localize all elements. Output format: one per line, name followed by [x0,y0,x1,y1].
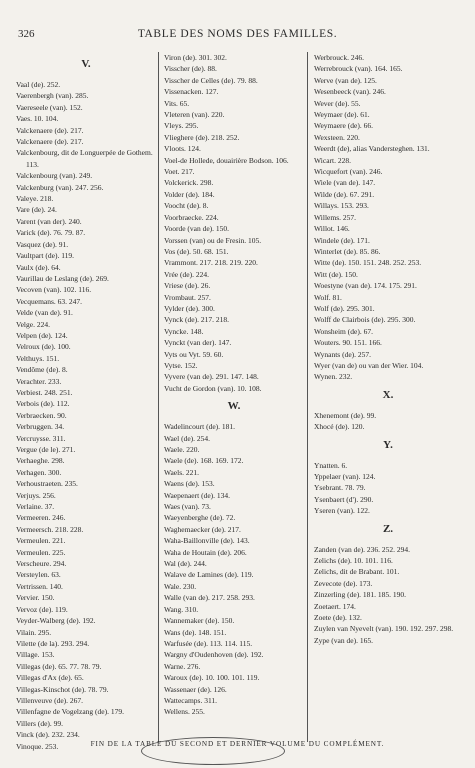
index-entry: Voorde (van de). 150. [164,224,230,234]
index-entry: Varick (de). 76. 79. 87. [16,228,86,238]
index-entry: Zelichs (de). 10. 101. 116. [314,556,393,566]
index-entry: Vecquemans. 63. 247. [16,296,83,306]
index-entry: Villenfagne de Vogelzang (de). 179. [16,707,124,717]
index-entry: Weerdt (de), alias Vandersteghen. 131. [314,144,430,154]
index-entry: Wolff de Clairbois (de). 295. 300. [314,315,416,325]
index-entry: Verhagen. 300. [16,467,62,477]
index-entry: Waens (de). 153. [164,479,215,489]
index-entry: Vrombaut. 257. [164,292,211,302]
index-entry: Voocht (de). 8. [164,201,209,211]
section-letter: Z. [382,522,394,535]
index-entry: Vloots. 124. [164,144,201,154]
index-entry: Ysenbaert (d'). 290. [314,494,374,504]
index-entry: Volder (de). 184. [164,189,215,199]
index-entry: Verscheure. 294. [16,559,67,569]
index-entry: Zinzerling (de). 181. 185. 190. [314,590,407,600]
index-entry: Willot. 146. [314,224,350,234]
index-entry: Wannemaker (de). 150. [164,616,235,626]
index-column-1 [16,52,156,751]
index-entry: Vermeulen. 221. [16,536,66,546]
index-entry: Wicquefort (van). 246. [314,167,383,177]
column-divider [158,52,159,742]
index-entry: Velpen (de). 124. [16,330,68,340]
index-entry: Zanden (van de). 236. 252. 294. [314,544,411,554]
index-entry: Yppelaer (van). 124. [314,472,376,481]
index-entry: Valckenbourg (van). 249. [16,171,93,181]
index-entry: Winterlet (de). 85. 86. [314,246,381,256]
index-entry: Visscher de Celles (de). 79. 88. [164,75,258,85]
index-entry: Valeye. 218. [16,194,54,204]
index-entry: Vertrissen. 140. [16,581,63,591]
index-entry: Werrebrouck (van). 164. 165. [314,64,403,74]
index-entry: Vriese (de). 26. [164,281,211,291]
index-entry: Vytse. 152. [164,360,198,370]
index-entry: Wyer (van de) ou van der Wier. 104. [314,360,424,370]
index-entry: Volckerick. 298. [164,178,214,188]
index-entry: Waha de Houtain (de). 206. [164,547,247,557]
index-entry: Wans (de). 148. 151. [164,627,227,637]
index-entry: Viron (de). 301. 302. [164,53,227,62]
index-entry: Witte (de). 150. 151. 248. 252. 253. [314,258,422,268]
closing-line: FIN DE LA TABLE DU SECOND ET DERNIER VOLUME DU COMPLÉMENT. [90,740,385,748]
index-entry: Vylder (de). 300. [164,303,215,313]
index-entry: Vucht de Gordon (van). 10. 108. [164,383,262,393]
index-entry: Vaurillau de Leslang (de). 269. [16,273,109,283]
index-entry: Vrammont. 217. 218. 219. 220. [164,258,258,268]
index-entry: Werve (van de). 125. [314,75,377,85]
index-entry: Wael (de). 254. [164,433,211,443]
index-entry: Witt (de). 150. [314,269,358,279]
index-entry: Vorssen (van) ou de Fresin. 105. [164,235,262,245]
index-entry: Wesenbeeck (van). 246. [314,87,386,97]
index-entry: Ysebrant. 78. 79. [314,483,366,493]
index-entry: Villers (de). 99. [16,718,64,728]
index-entry: Verlaine. 37. [16,502,55,512]
section-letter: W. [227,400,241,413]
index-entry: Vyts ou Vyt. 59. 60. [164,349,224,359]
index-entry: Zuylen van Nyevelt (van). 190. 192. 297. 298. [314,624,454,634]
index-entry: Waes (van). 73. [164,502,211,512]
index-entry: Visscher (de). 88. [164,64,217,74]
index-entry: Xhocé (de). 120. [314,422,365,432]
index-entry: Waepenaert (de). 134. [164,490,231,500]
index-entry: Windele (de). 171. [314,235,370,245]
index-entry: Wolf. 81. [314,292,342,302]
index-entry: Waele. 220. [164,445,200,454]
index-entry: Vercruysse. 311. [16,433,66,443]
index-entry: Varent (van der). 240. [16,216,82,226]
index-entry: Waeyenberghe (de). 72. [164,513,236,523]
index-entry: Wadelincourt (de). 181. [164,422,236,432]
index-entry: Vaereseele (van). 152. [16,102,83,112]
index-entry: Velde (van de). 91. [16,308,73,318]
index-entry: Vecoven (van). 102. 116. [16,285,92,295]
index-entry: Wiele (van de). 147. [314,178,376,188]
index-entry: Vleteren (van). 220. [164,110,225,120]
index-entry: Valckenaere (de). 217. [16,137,84,147]
index-entry: Vrée (de). 224. [164,269,209,279]
index-entry: Wolf (de). 295. 301. [314,303,375,313]
index-entry: Vinck (de). 232. 234. [16,730,80,740]
index-entry: Zype (van de). 165. [314,635,373,645]
index-entry: Xhenemont (de). 99. [314,410,377,420]
index-entry: Waghemaecker (de). 217. [164,524,241,534]
index-entry: Vlieghere (de). 218. 252. [164,132,240,142]
index-entry: Wale. 230. [164,581,197,591]
index-entry: Vaes. 10. 104. [16,114,59,124]
index-entry: Yseren (van). 122. [314,506,370,516]
index-entry: Velge. 224. [16,319,50,329]
index-column-2 [164,52,304,734]
index-entry: Voorbraecke. 224. [164,212,219,222]
index-entry: Vits. 65. [164,98,190,108]
index-entry: Vyvere (van de). 291. 147. 148. [164,372,259,382]
index-entry: Verhaeghe. 298. [16,456,65,466]
section-letter: V. [81,58,91,70]
index-entry: Vasquez (de). 91. [16,239,69,249]
index-entry: Warfusée (de). 113. 114. 115. [164,638,253,648]
index-entry: Verbruggen. 34. [16,422,65,432]
index-entry: Veyder-Walberg (de). 192. [16,616,96,626]
index-entry: Verachter. 233. [16,376,62,386]
index-entry: Vervier. 150. [16,593,55,603]
index-entry: Village. 153. [16,650,55,660]
index-entry: Velthuys. 151. [16,353,60,363]
index-entry: Vynckt (van der). 147. [164,338,232,348]
index-column-3 [314,52,462,734]
index-entry: Vos (de). 50. 68. 151. [164,246,229,256]
index-entry: Vaerenbergh (van). 285. [16,91,89,101]
index-entry: Vaal (de). 252. [16,80,61,89]
index-entry: Waele (de). 168. 169. 172. [164,456,244,466]
index-entry: Waels. 221. [164,467,200,477]
index-entry: Voel-de Hollede, douairière Bodson. 106. [164,155,289,165]
index-entry: Vissenacken. 127. [164,87,219,97]
index-entry: Voet. 217. [164,167,195,177]
index-entry: Willems. 257. [314,212,356,222]
index-entry: Vervoz (de). 119. [16,604,68,614]
index-entry: Vergue (de le). 271. [16,445,76,454]
index-entry: Valckenaere (de). 217. [16,125,84,135]
index-entry: Woestyne (van de). 174. 175. 291. [314,281,417,291]
index-entry: Ynatten. 6. [314,460,348,470]
section-letter: Y. [383,438,393,451]
index-entry: Velroux (de). 100. [16,342,71,352]
index-entry: Wicart. 228. [314,155,351,165]
index-entry: Warne. 276. [164,661,201,671]
index-entry: Vilain. 295. [16,627,52,637]
index-entry: Verhoustraeten. 235. [16,479,78,489]
index-entry: Vleys. 295. [164,121,199,131]
index-entry: Wellens. 255. [164,707,205,717]
index-entry: Verjuys. 256. [16,490,56,500]
index-entry: Wouters. 90. 151. 166. [314,338,382,348]
index-entry: Vinoque. 253. [16,741,59,751]
index-entry: Zevecote (de). 173. [314,578,373,588]
index-entry: Wargny d'Oudenhoven (de). 192. [164,650,264,660]
index-entry: Weymaere (de). 66. [314,121,373,131]
index-entry: Vilette (de la). 293. 294. [16,638,90,648]
index-entry: Villenveuve (de). 267. [16,695,84,705]
index-entry: Wexsteen. 220. [314,132,360,142]
index-entry: Waha-Baillonville (de). 143. [164,536,250,546]
index-entry: Vermeersch. 218. 228. [16,524,84,534]
index-entry: Wattecamps. 311. [164,695,218,705]
index-entry: Werbrouck. 246. [314,53,365,62]
index-entry: Wassenaer (de). 126. [164,684,227,694]
index-entry: Verbois (de). 112. [16,399,70,409]
page-number: 326 [18,28,35,40]
index-entry: Zelichs, dit de Brabant. 101. [314,567,400,577]
index-entry: Versteylen. 63. [16,570,61,580]
index-entry: Villegas d'Ax (de). 65. [16,673,84,683]
index-entry: Weymaer (de). 61. [314,110,370,120]
index-entry: Vermeeren. 246. [16,513,66,523]
index-entry: Wever (de). 55. [314,98,361,108]
running-head: TABLE DES NOMS DES FAMILLES. [137,28,338,40]
index-entry: Wang. 310. [164,604,199,614]
index-entry: Valckenbourg, dit de Longuerpée de Gothem. 113. [16,148,153,169]
index-entry: Vaultpart (de). 119. [16,251,75,261]
index-entry: Zoete (de). 132. [314,613,362,623]
index-entry: Vynck (de). 217. 218. [164,315,229,325]
index-entry: Walle (van de). 217. 258. 293. [164,593,255,603]
section-letter: X. [382,388,394,401]
index-entry: Vyncke. 148. [164,326,204,336]
index-entry: Zoetaert. 174. [314,601,356,611]
index-entry: Valckenburg (van). 247. 256. [16,182,104,192]
index-entry: Villegas-Kinschot (de). 78. 79. [16,684,109,694]
index-entry: Vermeulen. 225. [16,547,66,557]
index-entry: Verbiest. 248. 251. [16,387,73,397]
index-entry: Verbraecken. 90. [16,410,67,420]
index-entry: Wal (de). 244. [164,559,207,569]
index-entry: Waroux (de). 10. 100. 101. 119. [164,673,260,683]
index-entry: Vendôme (de). 8. [16,365,68,375]
index-entry: Wynants (de). 257. [314,349,372,359]
index-entry: Vaulx (de). 64. [16,262,61,272]
index-entry: Wynen. 232. [314,372,353,382]
column-divider [307,52,308,742]
index-entry: Vare (de). 24. [16,205,57,215]
index-entry: Wilde (de). 67. 291. [314,189,375,199]
index-entry: Willays. 153. 293. [314,201,369,211]
index-entry: Villegas (de). 65. 77. 78. 79. [16,661,102,671]
index-entry: Wonsheim (de). 67. [314,326,373,336]
index-entry: Walave de Lamines (de). 119. [164,570,254,580]
